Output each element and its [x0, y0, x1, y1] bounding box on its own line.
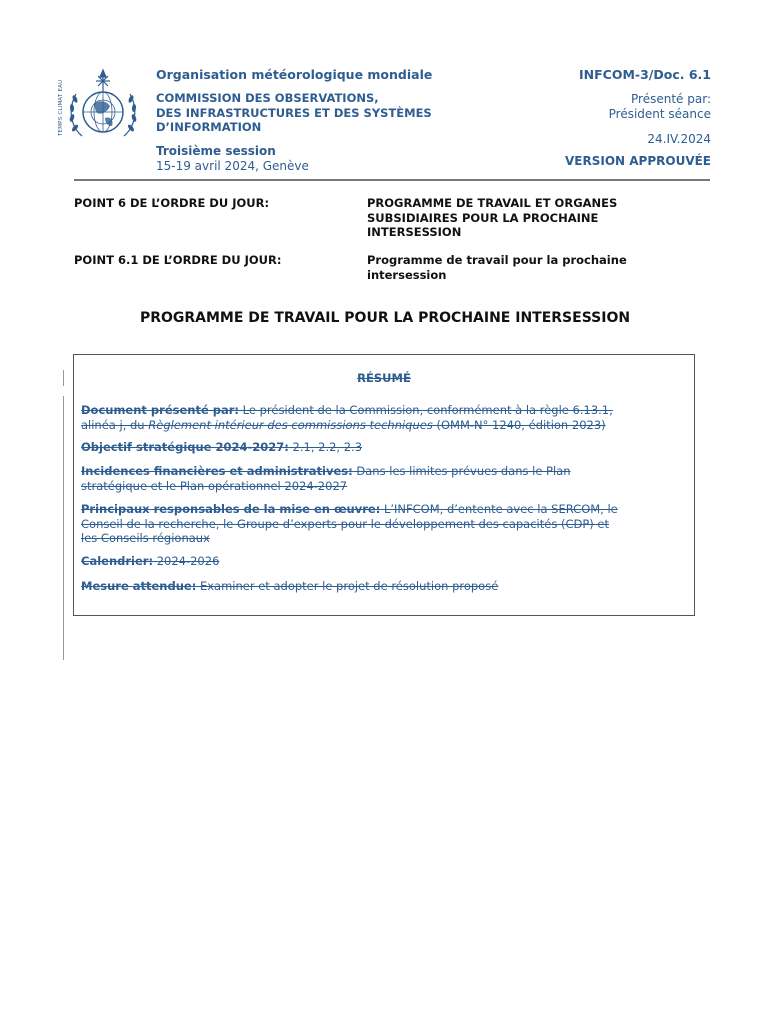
version-label: VERSION APPROUVÉE	[565, 154, 711, 168]
summary-text: (OMM-N° 1240, édition 2023)	[432, 417, 606, 432]
wmo-emblem-icon	[58, 66, 148, 146]
header-right	[481, 67, 711, 168]
summary-label: Document présenté par:	[81, 403, 240, 417]
summary-text: L’INFCOM, d’entente avec la SERCOM, le	[380, 502, 618, 516]
agenda-value-line: INTERSESSION	[367, 225, 462, 239]
summary-text: Le président de la Commission, conformément à la règle 6.13.1,	[239, 403, 613, 417]
summary-text: Conseil de la recherche, le Groupe d’experts pour le développement des capacités (CDP) et	[81, 516, 610, 531]
revision-bar	[63, 370, 64, 386]
summary-heading: RÉSUMÉ	[357, 371, 411, 385]
summary-objective	[81, 440, 687, 455]
organisation-name: Organisation météorologique mondiale	[156, 67, 433, 82]
summary-text: alinéa j, du	[81, 417, 149, 432]
presented-by-label: Présenté par:	[631, 92, 711, 106]
agenda-value-line: Programme de travail pour la prochaine	[367, 253, 627, 267]
summary-label: Objectif stratégique 2024-2027:	[81, 440, 289, 454]
document-title: PROGRAMME DE TRAVAIL POUR LA PROCHAINE INTERSESSION	[139, 310, 631, 326]
commission-name-line1: COMMISSION DES OBSERVATIONS,	[156, 91, 379, 105]
agenda-value	[367, 196, 667, 240]
summary-label: Calendrier:	[81, 554, 154, 568]
summary-text: les Conseils régionaux	[81, 531, 210, 545]
revision-bar	[63, 396, 64, 660]
header-left	[156, 67, 486, 173]
agenda-label: POINT 6.1 DE L’ORDRE DU JOUR:	[74, 253, 282, 267]
summary-label: Principaux responsables de la mise en œuvre:	[81, 502, 381, 516]
summary-label: Incidences financières et administratives:	[81, 464, 353, 478]
summary-text: Examiner et adopter le projet de résolution proposé	[196, 579, 499, 593]
summary-presented-by	[81, 403, 687, 432]
agenda-value-line: PROGRAMME DE TRAVAIL ET ORGANES	[367, 196, 618, 210]
header-divider	[74, 179, 710, 181]
agenda-label: POINT 6 DE L’ORDRE DU JOUR:	[74, 196, 270, 210]
summary-responsible	[81, 502, 687, 546]
session-dates: 15-19 avril 2024, Genève	[156, 158, 309, 173]
summary-italic-text: Règlement intérieur des commissions techniques	[148, 417, 433, 432]
summary-text: 2024-2026	[153, 554, 220, 568]
summary-schedule	[81, 554, 687, 569]
agenda-value-line: intersession	[367, 267, 447, 282]
commission-name-line2: DES INFRASTRUCTURES ET DES SYSTÈMES	[156, 105, 432, 120]
logo-tagline: TEMPS CLIMAT EAU	[58, 79, 64, 136]
summary-text: stratégique et le Plan opérationnel 2024-2027	[81, 478, 348, 493]
summary-label: Mesure attendue:	[81, 579, 197, 593]
summary-box	[73, 354, 695, 616]
presented-by: Président séance	[608, 107, 711, 121]
summary-text: 2.1, 2.2, 2.3	[288, 440, 363, 454]
summary-action	[81, 579, 687, 594]
agenda-value-line: SUBSIDIAIRES POUR LA PROCHAINE	[367, 210, 599, 225]
commission-name-line3: D’INFORMATION	[156, 120, 262, 134]
summary-text: Dans les limites prévues dans le Plan	[352, 464, 571, 478]
agenda-value	[367, 253, 667, 282]
document-date: 24.IV.2024	[647, 132, 711, 146]
session-title: Troisième session	[156, 143, 276, 158]
summary-financial	[81, 464, 687, 493]
document-reference: INFCOM-3/Doc. 6.1	[579, 67, 711, 82]
